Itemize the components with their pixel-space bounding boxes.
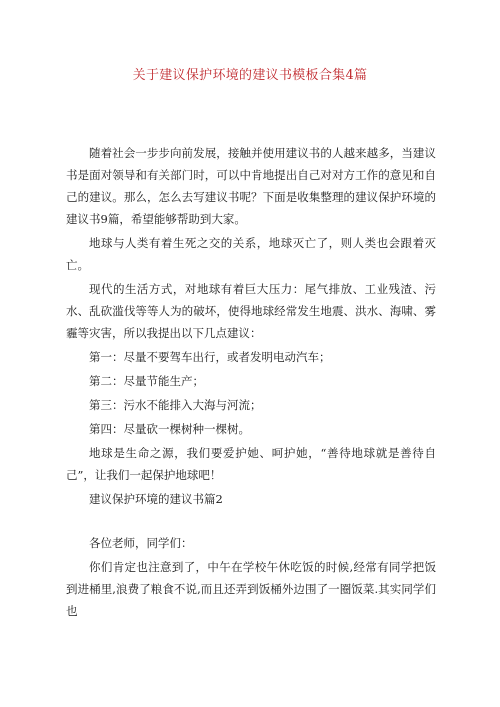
- suggestion-item-4: 第四：尽量砍一棵树种一棵树。: [89, 422, 250, 436]
- paragraph-modern-life: 现代的生活方式，对地球有着巨大压力：尾气排放、工业残渣、污水、乱砍滥伐等等人为的破坏，使得地球经常发生地震、洪水、海啸、雾霾等灾害，所以我提出以下几点建议：: [66, 282, 436, 340]
- document-title: 关于建议保护环境的建议书模板合集4篇: [132, 68, 368, 83]
- document-body: [66, 142, 436, 624]
- suggestion-item-1: 第一：尽量不要驾车出行，或者发明电动汽车；: [89, 350, 331, 364]
- paragraph-earth-human: 地球与人类有着生死之交的关系，地球灭亡了，则人类也会跟着灭亡。: [66, 236, 436, 272]
- suggestion-item-2: 第二：尽量节能生产；: [89, 374, 204, 388]
- paragraph-salutation: 各位老师，同学们：: [89, 536, 193, 550]
- paragraph-conclusion: 地球是生命之源，我们要爱护她、呵护她，“善待地球就是善待自己”，让我们一起保护地球吧！: [66, 446, 436, 482]
- paragraph-intro: 随着社会一步步向前发展，接触并使用建议书的人越来越多，当建议书是面对领导和有关部门时，可以中肯地提出自己对对方工作的意见和自己的建议。那么，怎么去写建议书呢？下面是收集整理的建议保护环境的建议书9篇，希望能够帮助到大家。: [66, 146, 436, 226]
- section-heading-2: 建议保护环境的建议书篇2: [89, 492, 223, 506]
- paragraph-lunch: 你们肯定也注意到了，中午在学校午休吃饭的时候,经常有同学把饭到进桶里,浪费了粮食不说,而且还弄到饭桶外边围了一圈饭菜.其实同学们也: [66, 560, 436, 618]
- suggestion-item-3: 第三：污水不能排入大海与河流；: [89, 398, 262, 412]
